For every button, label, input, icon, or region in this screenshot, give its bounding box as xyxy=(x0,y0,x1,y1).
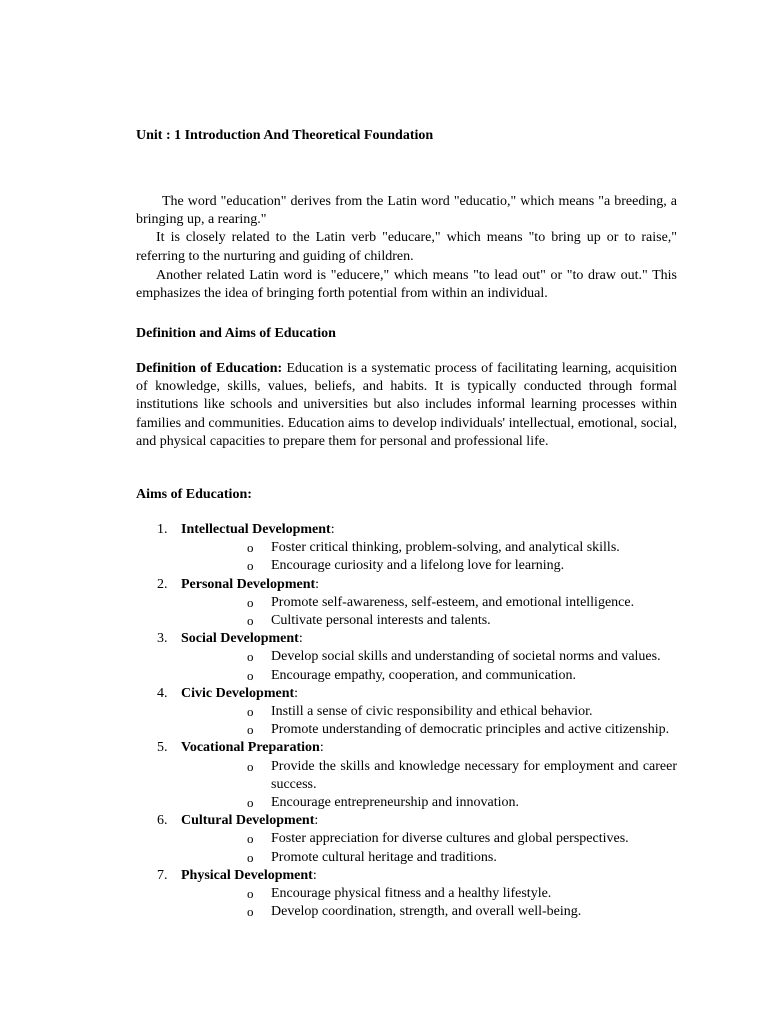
aim-title-colon: : xyxy=(315,576,320,592)
aims-list xyxy=(136,521,677,921)
aim-title-text: Social Development xyxy=(181,631,299,647)
aim-point xyxy=(181,903,677,921)
definition-label: Definition of Education: xyxy=(136,361,283,376)
aim-point-text: Promote self-awareness, self-esteem, and emotional intelligence. xyxy=(271,594,635,610)
aim-point xyxy=(181,721,677,739)
aim-title-colon: : xyxy=(330,522,335,537)
aim-points-list xyxy=(181,594,677,630)
intro-paragraph: The word "education" derives from the Latin word "educatio," which means "a breeding, a bringing up, a rearing." xyxy=(136,194,677,228)
aim-point-text: Promote cultural heritage and traditions. xyxy=(271,849,497,865)
aim-title-text: Vocational Preparation xyxy=(181,740,320,756)
aim-title-colon: : xyxy=(312,867,317,883)
aim-title xyxy=(181,868,317,883)
aim-item xyxy=(136,630,677,685)
aim-point xyxy=(181,794,677,812)
bullet-marker: o xyxy=(247,722,254,738)
aim-item xyxy=(136,521,677,576)
aim-point-text: Develop coordination, strength, and overall well-being. xyxy=(271,904,582,920)
aim-points-list xyxy=(181,539,677,575)
aim-title-colon: : xyxy=(314,813,319,829)
intro-paragraph: It is closely related to the Latin verb "educare," which means "to bring up or to raise," referring to the nurturing and guiding of children. xyxy=(136,230,677,264)
aim-item xyxy=(136,739,677,812)
aim-item xyxy=(136,812,677,867)
section-heading: Definition and Aims of Education xyxy=(136,326,336,341)
aim-point xyxy=(181,830,677,848)
aim-title-text: Cultural Development xyxy=(181,813,315,829)
bullet-marker: o xyxy=(247,795,254,811)
bullet-marker: o xyxy=(247,831,254,847)
aim-item xyxy=(136,867,677,922)
bullet-marker: o xyxy=(247,849,254,865)
aim-title xyxy=(181,522,335,537)
bullet-marker: o xyxy=(247,904,254,920)
aim-point xyxy=(181,539,677,557)
aim-points-list xyxy=(181,648,677,684)
aim-point-text: Encourage curiosity and a lifelong love for learning. xyxy=(271,558,565,574)
bullet-marker: o xyxy=(247,667,254,683)
aim-title xyxy=(181,740,324,755)
bullet-marker: o xyxy=(247,594,254,610)
aim-point-text: Provide the skills and knowledge necessary for employment and career success. xyxy=(271,758,677,792)
aim-title xyxy=(181,577,319,592)
intro-paragraph: Another related Latin word is "educere," which means "to lead out" or "to draw out." This emphasizes the idea of bringing forth potential from within an individual. xyxy=(136,267,677,302)
aim-title-colon: : xyxy=(298,631,303,647)
aim-title xyxy=(181,686,298,701)
aim-points-list xyxy=(181,830,677,866)
aim-point xyxy=(181,885,677,903)
aim-point-text: Foster critical thinking, problem-solving, and analytical skills. xyxy=(271,540,620,556)
aim-title-text: Personal Development xyxy=(181,576,316,592)
definition-text: Education is a systematic process of facilitating learning, acquisition of knowledge, skills, values, beliefs, and habits. It is typically conducted through formal institutions like schools and universities but also includes informal learning processes within families and communities. Education aims to develop individuals' intellectual, emotional, social, and physical capacities to prepare them for personal and professional life. xyxy=(136,361,677,449)
aim-number: 3. xyxy=(157,631,168,647)
aim-number: 6. xyxy=(157,813,168,829)
aim-item xyxy=(136,576,677,631)
bullet-marker: o xyxy=(247,758,254,774)
aim-title-colon: : xyxy=(319,740,324,756)
aim-point xyxy=(181,557,677,575)
bullet-marker: o xyxy=(247,540,254,556)
aim-point xyxy=(181,612,677,630)
aim-title-text: Civic Development xyxy=(181,685,295,701)
aim-point xyxy=(181,648,677,666)
aim-title xyxy=(181,631,303,646)
aim-point-text: Encourage entrepreneurship and innovation. xyxy=(271,795,520,811)
aim-point-text: Foster appreciation for diverse cultures and global perspectives. xyxy=(271,831,629,847)
aim-title-text: Physical Development xyxy=(181,867,313,883)
aim-number: 4. xyxy=(157,685,168,701)
definition-paragraph xyxy=(136,360,677,451)
aims-heading: Aims of Education: xyxy=(136,487,252,502)
aim-points-list xyxy=(181,703,677,739)
intro-section xyxy=(136,193,677,303)
aim-point-text: Encourage empathy, cooperation, and communication. xyxy=(271,667,577,683)
aim-title-colon: : xyxy=(294,685,299,701)
aim-number: 1. xyxy=(157,522,168,537)
aim-point-text: Develop social skills and understanding of societal norms and values. xyxy=(271,649,661,665)
aim-point xyxy=(181,758,677,794)
bullet-marker: o xyxy=(247,649,254,665)
bullet-marker: o xyxy=(247,704,254,720)
bullet-marker: o xyxy=(247,886,254,902)
aim-points-list xyxy=(181,885,677,921)
aim-number: 7. xyxy=(157,867,168,883)
aim-title-text: Intellectual Development xyxy=(181,522,331,537)
aim-number: 5. xyxy=(157,740,168,756)
aim-point xyxy=(181,594,677,612)
aim-point-text: Cultivate personal interests and talents. xyxy=(271,613,491,629)
aim-point-text: Encourage physical fitness and a healthy lifestyle. xyxy=(271,886,552,902)
unit-title: Unit : 1 Introduction And Theoretical Foundation xyxy=(136,128,434,143)
aim-title xyxy=(181,813,318,828)
aim-point xyxy=(181,849,677,867)
aim-number: 2. xyxy=(157,576,168,592)
bullet-marker: o xyxy=(247,613,254,629)
aim-point xyxy=(181,667,677,685)
aim-points-list xyxy=(181,758,677,813)
aim-point-text: Instill a sense of civic responsibility and ethical behavior. xyxy=(271,704,593,720)
bullet-marker: o xyxy=(247,558,254,574)
aim-point xyxy=(181,703,677,721)
aim-point-text: Promote understanding of democratic principles and active citizenship. xyxy=(271,722,670,738)
aim-item xyxy=(136,685,677,740)
